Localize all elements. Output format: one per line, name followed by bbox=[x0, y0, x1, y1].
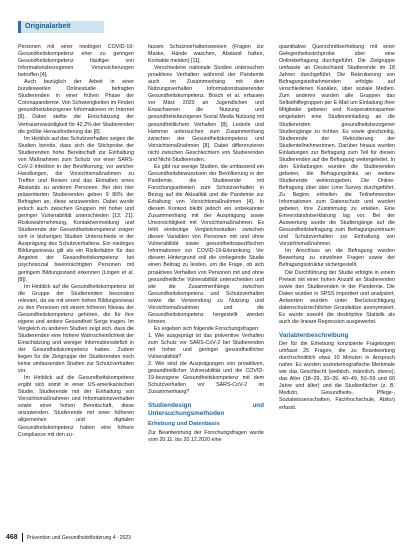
paragraph: Die Durchführung der Studie erfolgte in einem Pretest mit einer hohen Anzahl an Studierenden sowie den Studierenden in der Pandemie. Die Daten wurden in SPSS importiert und analysiert. Antworten wurden unter Berücksichtigung datenschutzrechtlicher Grundsätze anonymisiert. Es wurde sowohl die deskriptive Statistik als auch die lineare Regression ausgewertet. bbox=[279, 269, 395, 325]
paragraph: Verschiedene nationale Studien untersuchen proaktives Verhalten während der Pandemie auch im Zusammenhang mit dem Nutzungsverhalten Informationsbasierender Gesundheitskompetenz. Bosch et al. erfassen vor März 2020 an Jugendlichen und Erwachsenen die Nutzung und gesundheitsbezogener Social Media Nutzung mit gesundheitlichem Verhalten [8]. Lederle und Hammer untersuchen zum Zusammenhang zwischen der Gesundheitskompetenz und Vorsichtsmaßnahmen [8]. Dabei differenzieren nicht zwischen Geschlechtern von Studierenden und Nicht-Studierenden. bbox=[148, 65, 264, 163]
paragraph: Zur Beantwortung der Forschungsfragen wurde vom 20.11. bis 20.12.2020 eine bbox=[148, 429, 264, 443]
paragraph: Im Hinblick auf die Gesundheitskompetenz ergibt sich somit in einer US-amerikanischen Studie, Studierende mit der Einhaltung von Vorsichtsmaßnahmen und Informationsverhalten sowie einer hohen Bereitschaft, diese anzuwenden. Studierende mit einer höheren allgemeinen und digitalen Gesundheitskompetenz hatten eine höhere Compliance mit den zu- bbox=[18, 375, 134, 438]
research-question: 1. Wie ausgeprägt ist das präventive Verhalten zum Schutz vor SARS-CoV-2 bei Studierenden mit hoher und geringer gesundheitlicher Vulnerabilität? bbox=[148, 332, 264, 361]
section-heading: Studiendesign und Untersuchungsmethoden bbox=[148, 402, 264, 417]
paragraph: Im Hinblick auf die Gesundheitskompetenz ist die Gruppe der Studierenden besonders relevant, da sie mit einem hohen Bildungsniveau zu den Personen mit einem höheren Niveau der Gesundheitskompetenz gehören, die für ihre eigene und andere Gesundheit Sorge tragen. Im Vergleich zu anderen Studien zeigt sich, dass die Studierenden eine höhere Wahrscheinlichkeit der Einschätzung und weniger Informationsdefizit in der Gesundheitskompetenz haben. Zudem liegen für die Zielgruppe der Studierenden noch keine umfassenden Studien zur Schutzverhalten vor. bbox=[18, 283, 134, 375]
paragraph: Personen mit einer niedrigen COVID-19-Gesundheitskompetenz eher zu geringen Gesundheitskompetenz häufiger von Informationsbezogenen Verunsicherungen betroffen [4]. bbox=[18, 44, 134, 79]
paragraph: quantitative Querschnittserhebung mit einer Gelegenheitsstichprobe über eine Onlinebefragung durchgeführt. Die Zielgruppe umfasste an Deutschland Studierende im 18 Jahren durchgeführt. Die Rekrutierung von Befragungsteilnehmenden erfolgte auf verschiedenen Kanälen, über soziale Medien. Zum anderen wurden alle Gruppen das Selbsthilfegruppen per E-Mail um Einladung ihrer Mitglieder gebeten und Kooperationspartner eingeladen eine Studieneinladung an die Studierenden gesundheitsbezogener Studiengänge zu richten. Es sowie gleichzeitig, Studierende der Rekrutierung der Studienteilnehmerinnen. Darüber hinaus wurden Einladungen zur Befragung zum Teil für diesen Studierenden auf die Befragung weitergeleitet. In den Einladungen wurden die Studierenden gebeten, die Befragungslinks an weitere Studierende weiterzugeben. Die Online-Befragung über über Lime Survey durchgeführt. Zu Beginn erhielten die Teilnehmenden Informationen zum Datenschutz und wurden gebeten, ihre Zustimmung zu erteilen. Eine Einverständniserklärung lag vor. Bei der Auswertung wurde die Studiengänge auf die Gesundheitsbefragung zum Befragungszeitraum und Schutzverhalten zur Einhaltung von Vorsichtsmaßnahmen. bbox=[279, 44, 395, 248]
paragraph: Im Hinblick auf das Schutzverhalten zeigen die Studien bereits, dass sich die Stichprobe der Studierenden hohe Bereitschaft zur Einhaltung von Maßnahmen zum Schutz vor einer SARS-CoV-2-Infektion in der Bevölkerung, vor welcher Handlungen, die Vorsichtsmaßnahmen zu Treffen und Reisen und das Einhalten eines Abstands zu anderen Personen. Bei den hier präsentierten Studierenden geben 9 80% der Befragten an, diese anzuwenden. Dabei wurde jedoch auch zwischen Gruppen mit hoher und geringer Vulnerabilität unterschieden [13, 21]. Risikowahrnehmung, Kontaktvermeidung und Studierende der Gesundheitskompetenz zeigen sich in bisherigen Studien Unterschiede in der Ausprägung des Schutzverhaltens. Ein niedriges Bildungsniveau gilt als ein Risikofaktor für das Angebot der Gesundheitskompetenz bei psychosozial beeinträchtigten Personen mit geringem Bildungsstand erkennen (Lingen et al. [8]). bbox=[18, 135, 134, 283]
paragraph: Im Anschluss an die Befragung wurden Bewertung zu einzelnen Fragen sowie der Befragungsstruktur sichergestellt. bbox=[279, 248, 395, 269]
subsection-heading: Erhebung und Datenbasis bbox=[148, 420, 220, 427]
paragraph: Es ergeben sich folgende Forschungsfragen: bbox=[154, 325, 260, 332]
section-heading: Variablenbeschreibung bbox=[279, 331, 349, 339]
research-questions-list bbox=[148, 333, 264, 396]
research-question: 2. Wie sind die Ausprägungen von proaktiven, gesundheitlicher Vulnerabilität und die COVID-19-bezogene Gesundheitskompetenz mit dem Schutzverhalten vor SARS-CoV-2 im Zusammenhang? bbox=[148, 361, 264, 396]
page-number: 468 bbox=[6, 534, 18, 541]
text-column-2 bbox=[148, 44, 264, 538]
paragraph: Es gibt nur wenige Studien, die umfassend ein Gesundheitsbewusstsein der Bevölkerung in der Pandemie, die Studierende mit Forschungsarbeiten zum Schutzverhalten in Bezug auf die Aktualität und die Pandemie zur Erhaltung von Vorsichtsmaßnahmen [4]. In diesem Kontext bleibt jedoch ein unbekannter Zusammenhang mit der Ausprägung sowie Unvorsichtigkeit mit Vorsichtsmaßnahmen. Es fehlt eindeutige Vergleichsstudien zwischen diesen Variablen von Personen mit und ohne Vulnerabilität sowie gesundheitsspezifischen Informationen zur COVID-19-Erkrankung. Vor diesem Hintergrund soll die vorliegende Studie einen Beitrag zu leisten, um die Frage, ob sich proaktives Verhalten von Personen mit und ohne gesundheitliche Vulnerabilität unterscheiden und wie die Zusammenhänge zwischen Gesundheitskompetenz und Schutzverhalten sowie die Verwendung zu Nutzung und Vorsichtsmaßnahmen und die Gesundheitskompetenz hergestellt werden können. bbox=[148, 163, 264, 325]
paragraph: Der für die Erhebung konzipierte Fragebogen umfasst 25 Fragen, die zu Beantwortung durchschnittlich etwa 10 Minuten in Anspruch nahm. Es wurden soziodemografische Merkmale wie das Geschlecht (weiblich, männlich, divers), das Alter (18–29, 30–39, 40–49, 50–59 und 60 Jahre und älter) und die Studienfächer (z. B. Medizin, Gesundheits-, Pflege-, Sozialwissenschaften, Fachhochschule, Abitur) erfasst. bbox=[279, 341, 395, 411]
article-type-badge: Originalarbeit bbox=[18, 21, 104, 33]
text-column-1 bbox=[18, 44, 134, 538]
footer-divider bbox=[22, 533, 23, 542]
text-column-3 bbox=[279, 44, 395, 538]
page-footer bbox=[6, 533, 131, 542]
journal-citation: Prävention und Gesundheitsförderung 4 · 2023 bbox=[26, 534, 131, 541]
paragraph: fassen Schutzverhaltensweisen (Fragen zur Maske, Hände waschen, Abstand halten, Kontakte meiden) [11]. bbox=[148, 44, 264, 65]
paragraph: Auch bezüglich der Arbeit in einer bundesweiten Onlinestudie befragten Studierenden in einer frühen Phase der Coronapandemie. Von Schwierigkeiten im Finden gesundheitsbezogener Informationen im Internet [8]. Dabei stellte die Einschätzung der Vertrauenswürdigkeit für 42,2% der Studierenden die größte Herausforderung dar [8]. bbox=[18, 79, 134, 135]
